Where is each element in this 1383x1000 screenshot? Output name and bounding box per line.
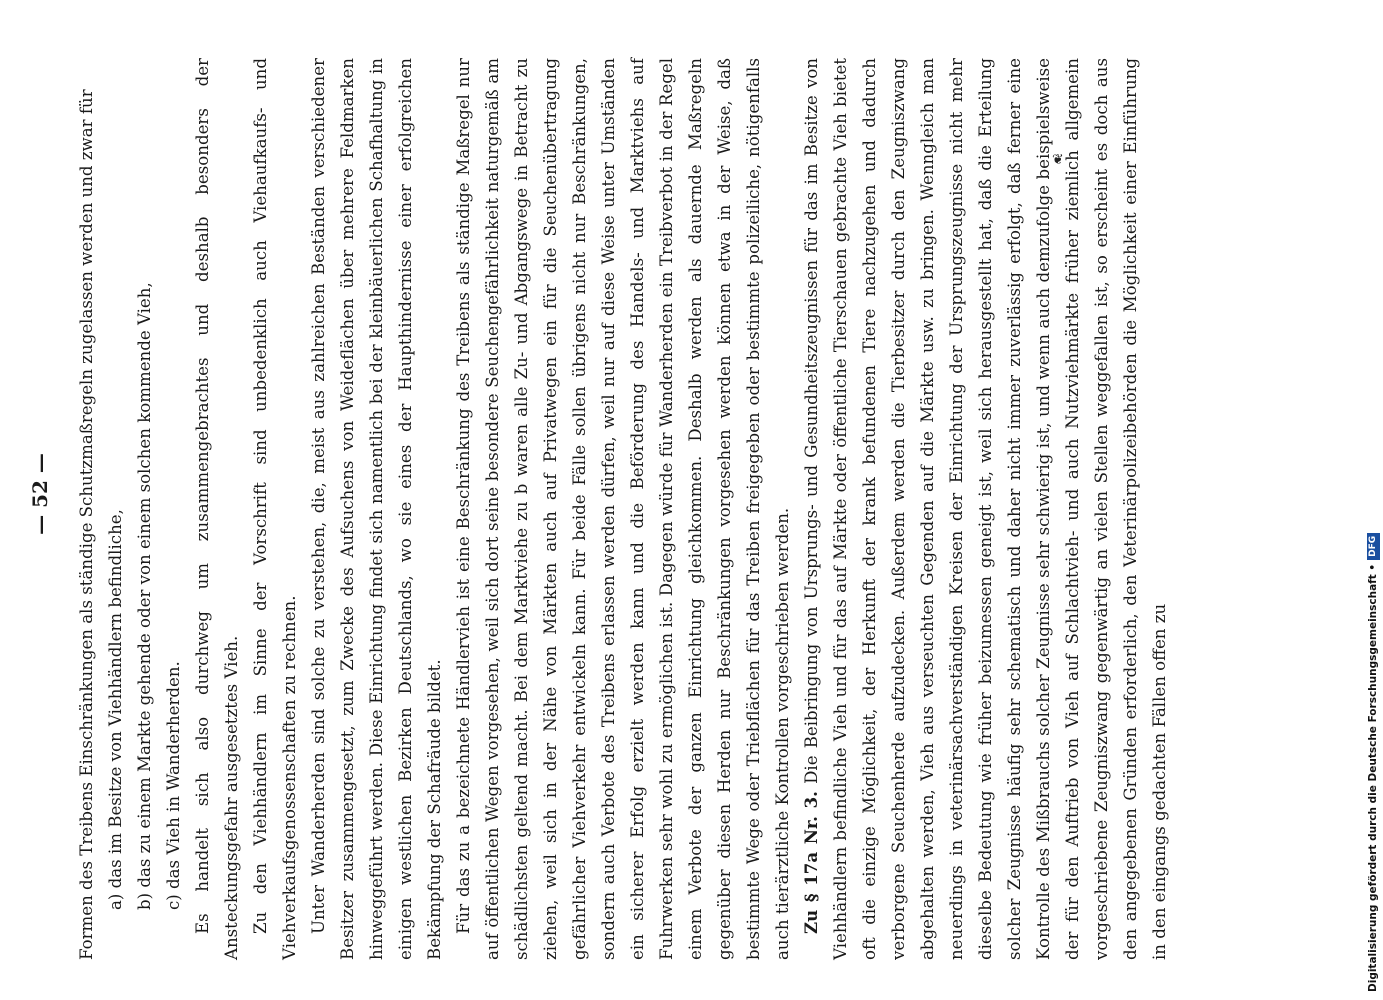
digitization-footer bbox=[1366, 8, 1380, 992]
footer-text: Digitalisierung gefördert durch die Deutsche Forschungsgemeinschaft • bbox=[1367, 563, 1379, 992]
paragraph: Unter Wanderherden sind solche zu verstehen, die, meist aus zahlreichen Beständen verschiedener Besitzer zusammengesetzt, zum Zwecke des Aufsuchens von Weideflächen über mehrere Feldmarken hinweggeführt werden. Diese Einrichtung findet sich namentlich bei der kleinbäuerlichen Schafhaltung in einigen westlichen Bezirken Deutschlands, wo sie eines der Haupthindernisse einer erfolgreichen Bekämpfung der Schafräude bildet. bbox=[309, 58, 444, 960]
list-item: c) das Vieh in Wanderherden. bbox=[164, 661, 183, 910]
section-text: Die Beibringung von Ursprungs- und Gesundheitszeugnissen für das im Besitze von Viehhändlern befindliche Vieh und für das auf Märkte oder öffentliche Tierschauen gebrachte Vieh bietet oft die einzige Möglichkeit, der Herkunft der krank befundenen Tiere nachzugehen und dadurch verborgene Seuchenherde aufzudecken. Außerdem werden die Tierbesitzer durch den Zeugniszwang abgehalten werden, Vieh aus verseuchten Gegenden auf die Märkte usw. zu bringen. Wenngleich man neuerdings in veterinärsachverständigen Kreisen der Einrichtung der Ursprungszeugnisse nicht mehr dieselbe Bedeutung wie früher beizumessen geneigt ist, weil sich herausgestellt hat, daß die Erteilung solcher Zeugnisse häufig sehr schematisch und daher nicht immer zuverlässig erfolgt, daß ferner eine Kontrolle des Mißbrauchs solcher Zeugnisse sehr schwierig ist, und wenn auch demzufolge beispielsweise der für den Auftrieb von Vieh auf Schlachtvieh- und auch Nutzviehmärkte früher ziemlich allgemein vorgeschriebene Zeugniszwang gegenwärtig an vielen Stellen weggefallen ist, so erscheint es doch aus den angegebenen Gründen erforderlich, den Veterinärpolizeibehörden die Möglichkeit einer Einführung in den eingangs gedachten Fällen offen zu bbox=[802, 58, 1169, 960]
ink-mark-icon: ❦ bbox=[1052, 152, 1064, 168]
list-item: b) das zu einem Markte gehende oder von einem solchen kommende Vieh, bbox=[135, 282, 154, 910]
list-item: a) das im Besitze von Viehhändlern befindliche, bbox=[106, 509, 125, 910]
paragraph: Zu den Viehhändlern im Sinne der Vorschrift sind unbedenklich auch Viehaufkaufs- und Viehverkaufsgenossenschaften zu rechnen. bbox=[251, 58, 299, 960]
dfg-logo: DFG bbox=[1367, 533, 1380, 560]
paragraph: Es handelt sich also durchweg um zusammengebrachtes und deshalb besonders der Ansteckungsgefahr ausgesetztes Vieh. bbox=[193, 58, 241, 960]
paragraph: Formen des Treibens Einschränkungen als ständige Schutzmaßregeln zugelassen werden und zwar für bbox=[77, 89, 96, 960]
section-heading: Zu § 17a Nr. 3. bbox=[801, 791, 821, 934]
section-paragraph bbox=[797, 58, 1174, 960]
page-number: — 52 — bbox=[28, 453, 52, 535]
paragraph: Für das zu a bezeichnete Händlervieh ist eine Beschränkung des Treibens als ständige Maßregel nur auf öffentlichen Wegen vorgesehen, weil sich dort seine besondere Seuchengefährlichkeit naturgemäß am schädlichsten geltend macht. Bei dem Marktviehe zu b waren alle Zu- und Abgangswege in Betracht zu ziehen, weil sich in der Nähe von Märkten auch auf Privatwegen ein für die Seuchenübertragung gefährlicher Viehverkehr entwickeln kann. Für beide Fälle sollen übrigens nicht nur Beschränkungen, sondern auch Verbote des Treibens erlassen werden dürfen, weil nur auf diese Weise unter Umständen ein sicherer Erfolg erzielt werden kann und die Beförderung des Handels- und Marktviehs auf Fuhrwerken sehr wohl zu ermöglichen ist. Dagegen würde für Wanderherden ein Treibverbot in der Regel einem Verbote der ganzen Einrichtung gleichkommen. Deshalb werden als dauernde Maßregeln gegenüber diesen Herden nur Beschränkungen vorgesehen werden können etwa in der Weise, daß bestimmte Wege oder Triebflächen für das Treiben freigegeben oder bestimmte polizeiliche, nötigenfalls auch tierärztliche Kontrollen vorgeschrieben werden. bbox=[454, 58, 792, 960]
